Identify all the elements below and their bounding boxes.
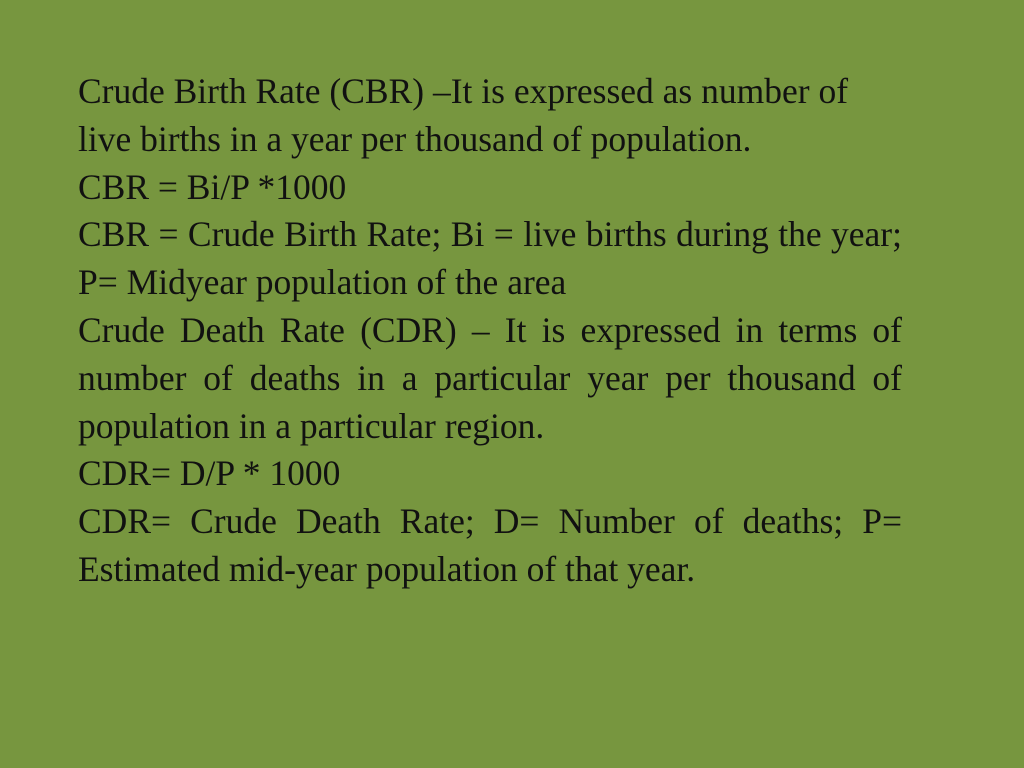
cbr-formula: CBR = Bi/P *1000 [78,166,347,207]
cbr-legend: CBR = Crude Birth Rate; Bi = live births during the year; P= Midyear population of the area [78,214,902,303]
cbr-definition: Crude Birth Rate (CBR) –It is expressed as number of live births in a year per thousand of population. [78,71,849,159]
cdr-definition: Crude Death Rate (CDR) – It is expressed in terms of number of deaths in a particular year per thousand of population in a particular region. [78,309,902,446]
cdr-formula: CDR= D/P * 1000 [78,453,341,494]
cdr-legend: CDR= Crude Death Rate; D= Number of deaths; P= Estimated mid-year population of that year. [78,501,902,589]
slide-body [78,68,902,594]
